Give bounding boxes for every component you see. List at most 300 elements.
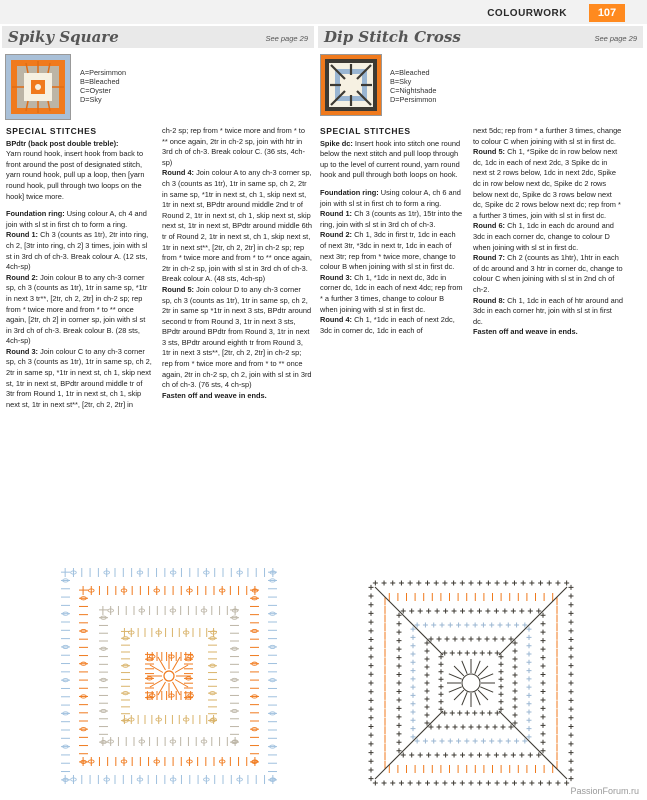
- stitch-mark: [495, 781, 500, 786]
- stitch-mark: [480, 687, 493, 692]
- stitch-mark: [445, 637, 450, 642]
- stitch-mark: [498, 739, 503, 744]
- stitch-mark: [529, 781, 534, 786]
- stitch-mark: [425, 713, 430, 718]
- round-text: Ch 3 (counts as 1tr), 2tr into ring, ch 2, [3tr into ring, ch 2] 3 times, join with sl st in 3rd ch of ch-3. Break colour A. (12 sts, 4ch-sp): [6, 230, 149, 272]
- round-label: Round 8:: [473, 295, 506, 305]
- stitch-mark: [478, 666, 488, 676]
- stitch-mark: [513, 681, 518, 686]
- stitch-mark: [499, 677, 504, 682]
- stitch-mark: [411, 676, 416, 681]
- stitch-mark: [418, 609, 423, 614]
- stitch-mark: [369, 628, 374, 633]
- stitch-mark: [538, 581, 543, 586]
- stitch-mark: [481, 623, 486, 628]
- stitch-mark: [503, 581, 508, 586]
- legend-item: C=Nightshade: [390, 86, 437, 95]
- stitch-mark: [569, 585, 574, 590]
- legend-item: A=Persimmon: [80, 68, 127, 77]
- stitch-mark: [564, 781, 569, 786]
- stitch-label: BPdtr (back post double treble):: [6, 138, 119, 148]
- stitch-mark: [454, 690, 464, 700]
- stitch-mark: [489, 623, 494, 628]
- stitch-mark: [453, 725, 458, 730]
- stitch-mark: [443, 753, 448, 758]
- stitch-mark: [443, 609, 448, 614]
- stitch-mark: [541, 664, 546, 669]
- stitch-mark: [373, 781, 378, 786]
- stitch-mark: [469, 637, 474, 642]
- stitch-mark: [485, 753, 490, 758]
- stitch-mark: [409, 753, 414, 758]
- stitch-mark: [514, 623, 519, 628]
- round-label: Round 5:: [162, 284, 195, 294]
- stitch-mark: [442, 581, 447, 586]
- stitch-mark: [425, 581, 430, 586]
- dip-stitch-instructions-col2: [473, 126, 623, 338]
- stitch-mark: [495, 581, 500, 586]
- stitch-mark: [435, 753, 440, 758]
- stitch-mark: [411, 726, 416, 731]
- stitch-mark: [369, 776, 374, 781]
- stitch-mark: [555, 581, 560, 586]
- spiky-square-instructions-col2: [162, 126, 312, 401]
- stitch-mark: [519, 753, 524, 758]
- round-text: Ch 1, 3dc in first tr, 1dc in each of next 3tr, *3dc in next tr, 1dc in each of next 3tr; rep from * twice more, change to colour B when joining with sl st in first dc.: [320, 230, 456, 272]
- stitch-mark: [485, 637, 490, 642]
- stitch-mark: [569, 759, 574, 764]
- stitch-mark: [506, 739, 511, 744]
- stitch-mark: [475, 692, 480, 705]
- stitch-mark: [569, 733, 574, 738]
- left-title-band: [2, 26, 314, 48]
- stitch-mark: [411, 635, 416, 640]
- stitch-mark: [480, 651, 485, 656]
- stitch-mark: [469, 781, 474, 786]
- stitch-mark: [399, 781, 404, 786]
- round-text: Ch 1, *1dc in next dc, 3dc in corner dc, 1dc in each of next 4dc; rep from * a further 3 times, change to colour B when joining with sl st in first dc.: [320, 272, 463, 314]
- stitch-mark: [472, 711, 477, 716]
- stitch-mark: [541, 621, 546, 626]
- stitch-mark: [456, 623, 461, 628]
- stitch-mark: [448, 623, 453, 628]
- stitch-mark: [454, 666, 464, 676]
- dip-stitch-cross-crochet-chart: [368, 580, 574, 786]
- stitch-mark: [434, 581, 439, 586]
- round-label: Round 3:: [320, 272, 353, 282]
- stitch-mark: [541, 638, 546, 643]
- stitch-mark: [527, 660, 532, 665]
- stitch-mark: [493, 637, 498, 642]
- stitch-mark: [442, 781, 447, 786]
- round-label: Round 2:: [6, 272, 39, 282]
- round-text: Ch 1, 1dc in each dc around and 3dc in each corner dc, change to colour D when joining with sl st in first dc.: [473, 221, 614, 252]
- stitch-mark: [541, 697, 546, 702]
- round-label: Round 5:: [473, 147, 506, 157]
- stitch-mark: [521, 781, 526, 786]
- stitch-mark: [431, 623, 436, 628]
- watermark: PassionForum.ru: [570, 786, 639, 796]
- stitch-mark: [529, 581, 534, 586]
- stitch-mark: [460, 609, 465, 614]
- stitch-mark: [373, 581, 378, 586]
- stitch-mark: [416, 781, 421, 786]
- stitch-mark: [473, 623, 478, 628]
- chart-center-ring: [164, 671, 174, 681]
- stitch-mark: [397, 672, 402, 677]
- stitch-mark: [397, 740, 402, 745]
- stitch-mark: [502, 753, 507, 758]
- stitch-mark: [569, 611, 574, 616]
- special-stitches-heading: SPECIAL STITCHES: [6, 126, 97, 136]
- stitch-mark: [477, 581, 482, 586]
- legend-item: B=Sky: [390, 77, 412, 86]
- section-label: COLOURWORK: [487, 8, 567, 19]
- stitch-mark: [439, 669, 444, 674]
- stitch-mark: [369, 637, 374, 642]
- stitch-mark: [451, 581, 456, 586]
- stitch-mark: [499, 684, 504, 689]
- stitch-mark: [462, 661, 467, 674]
- stitch-mark: [397, 638, 402, 643]
- stitch-mark: [501, 725, 506, 730]
- stitch-mark: [475, 661, 480, 674]
- stitch-mark: [569, 672, 574, 677]
- spiky-square-swatch-photo: [5, 54, 71, 120]
- stitch-mark: [541, 630, 546, 635]
- stitch-mark: [519, 609, 524, 614]
- stitch-mark: [397, 689, 402, 694]
- stitch-mark: [513, 705, 518, 710]
- stitch-mark: [460, 753, 465, 758]
- stitch-mark: [469, 725, 474, 730]
- stitch-mark: [555, 781, 560, 786]
- stitch-mark: [569, 654, 574, 659]
- stitch-mark: [493, 725, 498, 730]
- round-text: Ch 2 (counts as 1htr), 1htr in each of dc around and 3 htr in corner dc, change to colour C when joining with sl st in 2nd ch of ch-2.: [473, 253, 623, 294]
- stitch-mark: [423, 623, 428, 628]
- stitch-mark: [369, 689, 374, 694]
- special-stitches-heading: SPECIAL STITCHES: [320, 126, 411, 136]
- stitch-mark: [464, 739, 469, 744]
- stitch-mark: [440, 739, 445, 744]
- stitch-mark: [506, 623, 511, 628]
- stitch-mark: [569, 698, 574, 703]
- stitch-mark: [503, 781, 508, 786]
- stitch-mark: [494, 609, 499, 614]
- stitch-mark: [411, 668, 416, 673]
- stitch-mark: [499, 662, 504, 667]
- stitch-mark: [453, 637, 458, 642]
- stitch-mark: [416, 581, 421, 586]
- stitch-mark: [547, 781, 552, 786]
- stitch-mark: [411, 710, 416, 715]
- round-text: Join colour D to any ch-3 corner sp, ch 3 (counts as 1tr), 1tr in same sp, ch 2, 2tr in same sp *1tr in next 3 sts, BPdtr around second tr from Round 3, 1tr in next 3 sts, BPdtr around BPdtr from Round 3, 1tr in next 3 sts, BPdtr around eighth tr from Round 3, 1tr in next 3 sts**, [2tr, ch 2, 2tr] in ch-2 sp; rep from * twice more and from * to ** once again, 2tr in ch-2 sp, ch 2, join with sl st in 3rd ch of ch-3. (76 sts, 4 ch-sp): [162, 284, 312, 390]
- stitch-mark: [513, 649, 518, 654]
- stitch-mark: [434, 781, 439, 786]
- stitch-mark: [569, 602, 574, 607]
- stitch-mark: [369, 715, 374, 720]
- spiky-square-crochet-chart: [58, 565, 280, 787]
- stitch-mark: [494, 753, 499, 758]
- stitch-mark: [569, 663, 574, 668]
- chart-center-ring: [462, 674, 480, 692]
- stitch-mark: [397, 647, 402, 652]
- stitch-mark: [369, 733, 374, 738]
- round-text: Join colour A to any ch-3 corner sp, ch 3 (counts as 1tr), 1tr in same sp, ch 2, 2tr in same sp, *1tr in next st, ch 1, skip next st, 1tr in next st, BPdtr around middle 2nd tr of Round 2, 1tr in next st, ch 1, skip next st, skip next st, 1tr in next st, BPdtr around middle 6th tr of Round 2, 1tr in next st, ch 1, skip next st, 1tr in next st**, [2tr, ch 2, 2tr] in ch-2 sp; rep from * twice more and from * to ** once again, 2tr in ch-2 sp, join with sl st in 3rd ch of ch-3. Break colour A. (48 sts, 4ch-sp): [162, 168, 312, 284]
- stitch-mark: [499, 669, 504, 674]
- stitch-mark: [411, 693, 416, 698]
- round-label: Round 7:: [473, 253, 506, 263]
- stitch-mark: [521, 581, 526, 586]
- stitch-mark: [460, 781, 465, 786]
- stitch-mark: [425, 705, 430, 710]
- stitch-mark: [369, 620, 374, 625]
- stitch-mark: [486, 781, 491, 786]
- stitch-mark: [569, 620, 574, 625]
- see-page-ref: See page 29: [265, 34, 308, 43]
- stitch-mark: [462, 692, 467, 705]
- stitch-mark: [469, 581, 474, 586]
- stitch-mark: [452, 753, 457, 758]
- stitch-mark: [481, 739, 486, 744]
- stitch-mark: [514, 739, 519, 744]
- stitch-mark: [541, 681, 546, 686]
- round-text: Ch 1, *1dc in each of next 2dc, 3dc in corner dc, 1dc in each of: [320, 315, 455, 335]
- stitch-mark: [527, 726, 532, 731]
- stitch-mark: [478, 690, 488, 700]
- stitch-mark: [437, 725, 442, 730]
- stitch-mark: [477, 725, 482, 730]
- stitch-mark: [435, 609, 440, 614]
- stitch-mark: [369, 724, 374, 729]
- legend-item: D=Sky: [80, 95, 102, 104]
- dip-stitch-cross-swatch-photo: [320, 54, 382, 116]
- stitch-mark: [527, 693, 532, 698]
- stitch-mark: [499, 699, 504, 704]
- stitch-mark: [489, 739, 494, 744]
- round-text: Ch 3 (counts as 1tr), 15tr into the ring, join with sl st in 3rd ch of ch-3.: [320, 209, 463, 229]
- legend-item: C=Oyster: [80, 86, 112, 95]
- stitch-mark: [390, 781, 395, 786]
- stitch-mark: [569, 767, 574, 772]
- stitch-mark: [538, 781, 543, 786]
- round-text: Ch 1, *Spike dc in row below next dc, 1dc in each of next 2dc, 3 Spike dc in next st 2 rows below, 1dc in next 2dc, Spike dc in row below next dc, Spike dc 2 rows below next dc, Spike dc 3 rows below next dc, Spike dc 2 rows below next dc; rep from * a further 3 times, join with sl st in first dc.: [473, 147, 621, 220]
- stitch-text: Insert hook into stitch one round below the next stitch and pull loop through up to the level of current round, yarn round hook and pull through both loops on hook.: [320, 138, 461, 180]
- stitch-mark: [477, 781, 482, 786]
- stitch-mark: [369, 707, 374, 712]
- stitch-mark: [528, 753, 533, 758]
- round-label: Round 4:: [320, 315, 353, 325]
- stitch-mark: [480, 674, 493, 679]
- stitch-mark: [369, 663, 374, 668]
- stitch-mark: [501, 637, 506, 642]
- round-label: Foundation ring:: [320, 187, 379, 197]
- stitch-mark: [473, 739, 478, 744]
- stitch-mark: [397, 621, 402, 626]
- stitch-mark: [541, 655, 546, 660]
- stitch-mark: [452, 609, 457, 614]
- stitch-mark: [527, 652, 532, 657]
- stitch-mark: [397, 655, 402, 660]
- stitch-mark: [425, 697, 430, 702]
- round-label: Round 6:: [473, 221, 506, 231]
- stitch-mark: [541, 731, 546, 736]
- stitch-mark: [527, 685, 532, 690]
- stitch-mark: [465, 651, 470, 656]
- stitch-mark: [431, 739, 436, 744]
- pattern-title: Dip Stitch Cross: [324, 28, 461, 46]
- round-text: Join colour C to any ch-3 corner sp, ch 3 (counts as 1tr), 1tr in same sp, ch 2, 2tr in same sp, *1tr in next st, ch 1, skip next st, 1tr in next st, BPdtr around middle tr of 3tr from Round 1, 1tr in next st, ch 1, skip next st, 1tr in next st**, [2tr, ch 2, 2tr] in: [6, 346, 152, 409]
- stitch-mark: [397, 697, 402, 702]
- stitch-mark: [513, 657, 518, 662]
- stitch-mark: [498, 623, 503, 628]
- round-label: Round 1:: [6, 230, 39, 240]
- stitch-mark: [382, 581, 387, 586]
- legend-item: B=Bleached: [80, 77, 120, 86]
- stitch-label: Spike dc:: [320, 138, 353, 148]
- stitch-mark: [487, 711, 492, 716]
- stitch-mark: [547, 581, 552, 586]
- stitch-mark: [541, 706, 546, 711]
- stitch-text: Yarn round hook, insert hook from back to front around the post of designated stitch, yarn round hook, pull up a loop, then [yarn round hook, pull through two loops on the hook] twice more.: [6, 149, 145, 201]
- stitch-mark: [541, 714, 546, 719]
- colour-legend: [390, 68, 436, 104]
- stitch-mark: [569, 715, 574, 720]
- stitch-mark: [461, 725, 466, 730]
- stitch-mark: [527, 668, 532, 673]
- stitch-mark: [408, 581, 413, 586]
- stitch-mark: [569, 637, 574, 642]
- stitch-mark: [457, 651, 462, 656]
- stitch-mark: [369, 602, 374, 607]
- stitch-mark: [569, 776, 574, 781]
- stitch-mark: [423, 739, 428, 744]
- stitch-mark: [464, 623, 469, 628]
- stitch-mark: [439, 699, 444, 704]
- stitch-mark: [527, 635, 532, 640]
- stitch-mark: [477, 753, 482, 758]
- stitch-mark: [469, 609, 474, 614]
- stitch-mark: [527, 718, 532, 723]
- stitch-mark: [472, 651, 477, 656]
- stitch-mark: [369, 611, 374, 616]
- stitch-mark: [418, 753, 423, 758]
- stitch-mark: [425, 649, 430, 654]
- stitch-mark: [397, 731, 402, 736]
- legend-item: D=Persimmon: [390, 95, 437, 104]
- stitch-mark: [425, 673, 430, 678]
- stitch-mark: [513, 689, 518, 694]
- stitch-mark: [369, 759, 374, 764]
- stitch-mark: [569, 750, 574, 755]
- stitch-mark: [411, 660, 416, 665]
- round-text: ch-2 sp; rep from * twice more and from * to ** once again, 2tr in ch-2 sp, join with htr in 3rd ch of ch-3. Break colour C. (36 sts, 4ch-sp): [162, 126, 305, 167]
- stitch-mark: [527, 701, 532, 706]
- stitch-mark: [411, 718, 416, 723]
- stitch-mark: [502, 609, 507, 614]
- round-text: Join colour B to any ch-3 corner sp, ch 3 (counts as 1tr), 1tr in same sp, *1tr in next 3 tr**, [2tr, ch 2, 2tr] in ch-2 sp; rep from * twice more and from * to ** once again, [2tr, ch 2] in corner sp, join with sl st in 3rd ch of ch-3. Break colour B. (28 sts, 4ch-sp): [6, 272, 148, 346]
- stitch-mark: [425, 781, 430, 786]
- legend-item: A=Bleached: [390, 68, 430, 77]
- stitch-mark: [426, 753, 431, 758]
- round-text: Using colour A, ch 4 and join with sl st in first ch to form a ring.: [6, 209, 147, 229]
- stitch-mark: [460, 581, 465, 586]
- stitch-mark: [527, 710, 532, 715]
- stitch-mark: [487, 651, 492, 656]
- stitch-mark: [425, 681, 430, 686]
- stitch-mark: [512, 581, 517, 586]
- stitch-mark: [382, 781, 387, 786]
- stitch-mark: [439, 684, 444, 689]
- stitch-mark: [411, 652, 416, 657]
- stitch-mark: [425, 689, 430, 694]
- stitch-mark: [369, 654, 374, 659]
- stitch-mark: [513, 697, 518, 702]
- stitch-mark: [527, 676, 532, 681]
- stitch-mark: [469, 753, 474, 758]
- stitch-mark: [541, 740, 546, 745]
- stitch-mark: [445, 725, 450, 730]
- stitch-mark: [397, 681, 402, 686]
- round-label: Round 4:: [162, 168, 195, 178]
- round-label: Round 2:: [320, 230, 353, 240]
- spiky-square-instructions-col1: [6, 126, 152, 410]
- stitch-mark: [569, 741, 574, 746]
- round-label: Foundation ring:: [6, 209, 65, 219]
- stitch-mark: [461, 637, 466, 642]
- stitch-mark: [564, 581, 569, 586]
- stitch-mark: [397, 723, 402, 728]
- round-text: Ch 1, 1dc in each of htr around and 3dc in each corner htr, join with sl st in first dc.: [473, 295, 623, 326]
- stitch-mark: [409, 609, 414, 614]
- fasten-off-note: Fasten off and weave in ends.: [162, 390, 267, 400]
- right-title-band: [318, 26, 643, 48]
- stitch-mark: [369, 672, 374, 677]
- stitch-mark: [397, 714, 402, 719]
- stitch-mark: [513, 673, 518, 678]
- round-text: Using colour A, ch 6 and join with sl st in first ch to form a ring.: [320, 187, 461, 208]
- stitch-mark: [390, 581, 395, 586]
- stitch-mark: [397, 706, 402, 711]
- stitch-mark: [569, 707, 574, 712]
- stitch-mark: [397, 630, 402, 635]
- page-number: 107: [589, 4, 625, 22]
- stitch-mark: [369, 741, 374, 746]
- stitch-mark: [569, 681, 574, 686]
- stitch-mark: [456, 739, 461, 744]
- stitch-mark: [569, 646, 574, 651]
- stitch-mark: [450, 711, 455, 716]
- stitch-mark: [477, 609, 482, 614]
- round-text: next 5dc; rep from * a further 3 times, change to colour C when joining with sl st in first dc.: [473, 126, 622, 146]
- stitch-mark: [411, 685, 416, 690]
- see-page-ref: See page 29: [594, 34, 637, 43]
- stitch-mark: [439, 662, 444, 667]
- stitch-mark: [527, 643, 532, 648]
- stitch-mark: [541, 689, 546, 694]
- stitch-mark: [369, 750, 374, 755]
- stitch-mark: [569, 628, 574, 633]
- stitch-mark: [499, 692, 504, 697]
- stitch-mark: [369, 585, 374, 590]
- stitch-mark: [486, 581, 491, 586]
- stitch-mark: [450, 651, 455, 656]
- stitch-mark: [569, 594, 574, 599]
- stitch-mark: [465, 711, 470, 716]
- pattern-title: Spiky Square: [8, 28, 119, 46]
- colour-legend: [80, 68, 126, 104]
